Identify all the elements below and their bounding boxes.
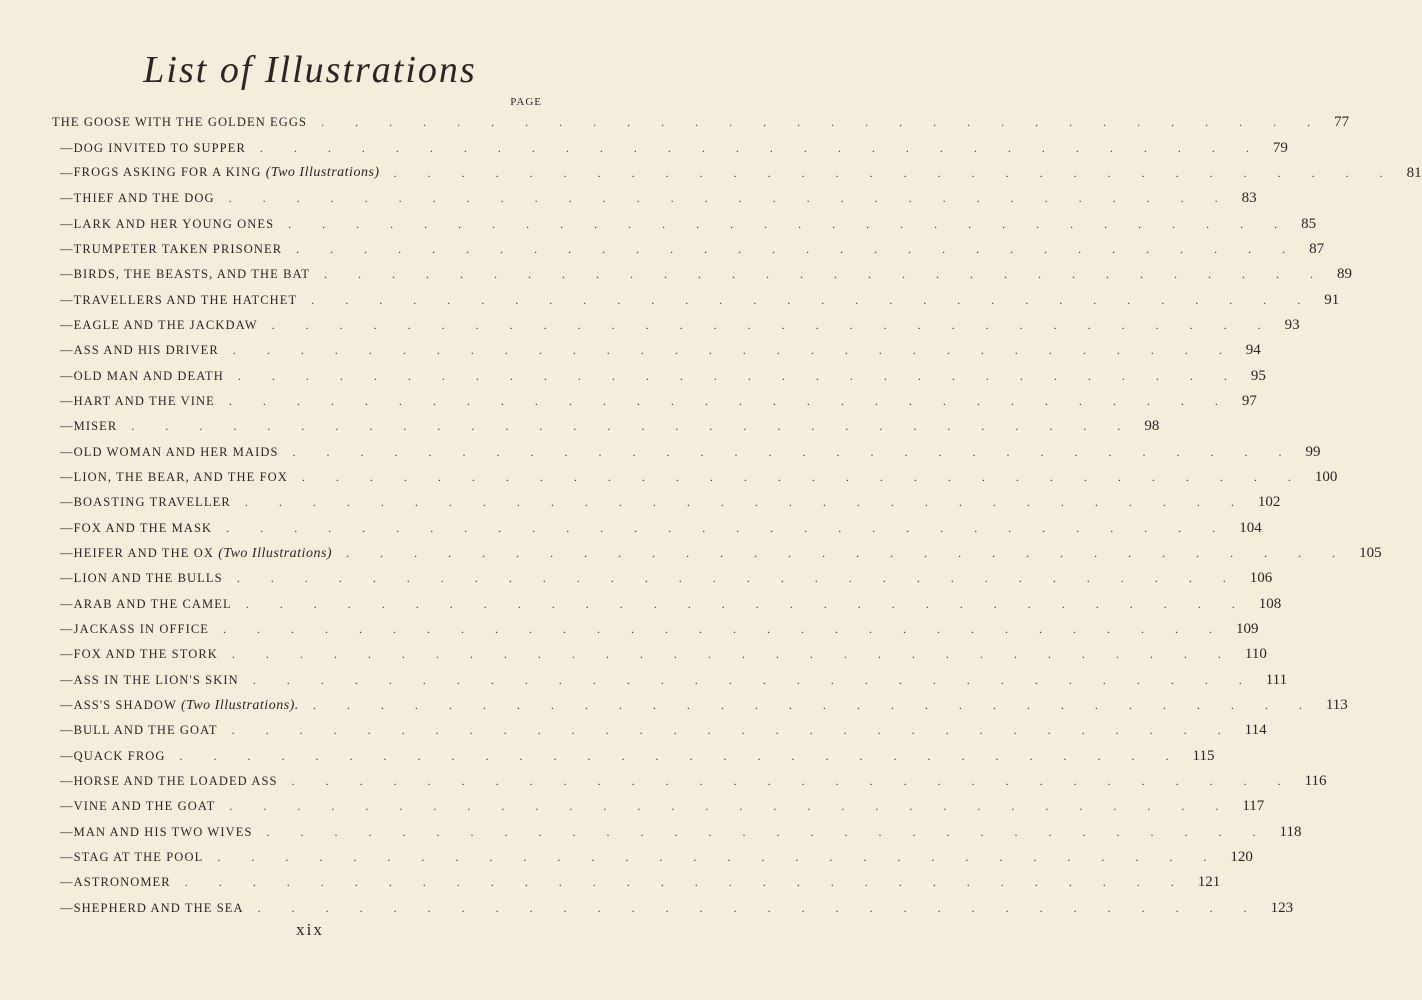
dot-leader: . . . . . . . . . . . . . . . . . . . . . . . . . . . . . . xyxy=(257,900,1261,915)
page-number: 120 xyxy=(1230,849,1253,866)
page-number: 81 xyxy=(1406,164,1422,181)
list-item xyxy=(52,718,1267,743)
dot-leader: . . . . . . . . . . . . . . . . . . . . . . . . . . . . . . xyxy=(291,774,1295,789)
illustration-title: JACKASS IN OFFICE xyxy=(73,622,210,637)
list-item xyxy=(52,870,1221,895)
dot-leader: . . . . . . . . . . . . . . . . . . . . . . . . . . . . . . xyxy=(245,596,1249,611)
list-item xyxy=(52,617,1259,642)
illustration-title: THIEF AND THE DOG xyxy=(73,191,215,206)
page-number: 94 xyxy=(1245,342,1261,359)
ditto-dash: — xyxy=(60,748,74,763)
ditto-dash: — xyxy=(60,875,74,890)
list-item xyxy=(52,338,1261,363)
list-item xyxy=(52,287,1340,312)
list-item xyxy=(52,363,1266,388)
illustration-title: ASTRONOMER xyxy=(73,875,171,890)
ditto-dash: — xyxy=(60,672,74,687)
list-item xyxy=(52,566,1273,591)
illustration-note: (Two Illustrations) xyxy=(265,165,380,181)
list-item xyxy=(52,541,1382,566)
ditto-dash: — xyxy=(60,267,74,282)
dot-leader: . . . . . . . . . . . . . . . . . . . . . . . . . . . . . . xyxy=(271,317,1275,332)
illustration-title: OLD MAN AND DEATH xyxy=(73,368,224,383)
illustration-title: LION AND THE BULLS xyxy=(73,571,223,586)
ditto-dash: — xyxy=(60,469,74,484)
list-item xyxy=(52,465,1338,490)
ditto-dash: — xyxy=(60,368,74,383)
folio-number: xix xyxy=(296,920,324,939)
ditto-dash: — xyxy=(60,191,74,206)
ditto-dash: — xyxy=(60,292,74,307)
dot-leader: . . . . . . . . . . . . . . . . . . . . . . . . . . . . . . xyxy=(312,698,1316,713)
list-item xyxy=(52,642,1267,667)
list-item xyxy=(52,439,1321,464)
illustration-title: TRUMPETER TAKEN PRISONER xyxy=(73,241,283,256)
dot-leader: . . . . . . . . . . . . . . . . . . . . . . . . . . . . . . xyxy=(321,115,1325,130)
page-number: 105 xyxy=(1359,545,1382,562)
illustration-title: VINE AND THE GOAT xyxy=(73,799,216,814)
dot-leader: . . . . . . . . . . . . . . . . . . . . . . . . . . . . . . xyxy=(252,672,1256,687)
dot-leader: . . . . . . . . . . . . . . . . . . . . . . . . . . . . . . xyxy=(226,520,1230,535)
illustration-note: (Two Illustrations). xyxy=(180,697,299,713)
dot-leader: . . . . . . . . . . . . . . . . . . . . . . . . . . . . . . xyxy=(346,546,1350,561)
ditto-dash: — xyxy=(60,850,74,865)
list-item xyxy=(52,211,1317,236)
illustration-title: ASS IN THE LION'S SKIN xyxy=(73,672,239,687)
illustration-title: BIRDS, THE BEASTS, AND THE BAT xyxy=(73,267,310,282)
page-number: 109 xyxy=(1236,621,1259,638)
illustration-title: THE GOOSE WITH THE GOLDEN EGGS xyxy=(52,115,308,130)
page-number: 106 xyxy=(1249,570,1273,587)
page-number: 115 xyxy=(1192,747,1215,764)
dot-leader: . . . . . . . . . . . . . . . . . . . . . . . . . . . . . . xyxy=(179,748,1183,763)
illustration-title: BOASTING TRAVELLER xyxy=(73,495,231,510)
illustration-title: HORSE AND THE LOADED ASS xyxy=(73,774,278,789)
page-title: List of Illustrations xyxy=(143,49,477,91)
illustration-title: TRAVELLERS AND THE HATCHET xyxy=(73,292,298,307)
ditto-dash: — xyxy=(60,900,74,915)
list-item xyxy=(52,769,1327,794)
ditto-dash: — xyxy=(60,571,74,586)
ditto-dash: — xyxy=(60,520,74,535)
page-number: 116 xyxy=(1304,773,1327,790)
ditto-dash: — xyxy=(60,444,74,459)
list-item xyxy=(52,794,1265,819)
list-item xyxy=(52,389,1257,414)
dot-leader: . . . . . . . . . . . . . . . . . . . . . . . . . . . . . . xyxy=(301,469,1305,484)
ditto-dash: — xyxy=(60,546,74,561)
dot-leader: . . . . . . . . . . . . . . . . . . . . . . . . . . . . . . xyxy=(184,875,1188,890)
page-number: 117 xyxy=(1242,798,1265,815)
dot-leader: . . . . . . . . . . . . . . . . . . . . . . . . . . . . . . xyxy=(217,850,1221,865)
list-item xyxy=(52,414,1160,439)
dot-leader: . . . . . . . . . . . . . . . . . . . . . . . . . . . . . . xyxy=(229,799,1233,814)
list-item xyxy=(52,820,1302,845)
ditto-dash: — xyxy=(60,774,74,789)
illustration-title: FROGS ASKING FOR A KING (Two Illustrations) xyxy=(73,165,380,181)
ditto-dash: — xyxy=(60,799,74,814)
dot-leader: . . . . . . . . . . . . . . . . . . . . . . . . . . . . . . xyxy=(244,495,1248,510)
ditto-dash: — xyxy=(60,343,74,358)
page-number: 114 xyxy=(1244,722,1267,739)
list-item xyxy=(52,668,1288,693)
page-number: 95 xyxy=(1250,367,1266,384)
page-number: 83 xyxy=(1241,190,1257,207)
page-number: 113 xyxy=(1325,697,1348,714)
list-item xyxy=(52,161,1422,186)
dot-leader: . . . . . . . . . . . . . . . . . . . . . . . . . . . . . . xyxy=(288,216,1292,231)
illustration-note: (Two Illustrations) xyxy=(218,545,333,561)
page-number: 123 xyxy=(1270,899,1294,916)
illustration-title: HEIFER AND THE OX (Two Illustrations) xyxy=(73,545,333,561)
ditto-dash: — xyxy=(60,622,74,637)
list-item xyxy=(52,262,1352,287)
page-number: 102 xyxy=(1257,494,1281,511)
illustration-title: FOX AND THE STORK xyxy=(73,647,218,662)
list-item xyxy=(52,490,1281,515)
illustration-title: ASS AND HIS DRIVER xyxy=(73,343,219,358)
ditto-dash: — xyxy=(60,723,74,738)
dot-leader: . . . . . . . . . . . . . . . . . . . . . . . . . . . . . . xyxy=(223,622,1227,637)
ditto-dash: — xyxy=(60,596,74,611)
dot-leader: . . . . . . . . . . . . . . . . . . . . . . . . . . . . . . xyxy=(296,241,1300,256)
ditto-dash: — xyxy=(60,393,74,408)
illustration-title: LARK AND HER YOUNG ONES xyxy=(73,216,275,231)
list-item xyxy=(52,110,1350,135)
illustration-title: MISER xyxy=(73,419,118,434)
illustration-title: LION, THE BEAR, AND THE FOX xyxy=(73,469,288,484)
illustration-title: ASS'S SHADOW (Two Illustrations). xyxy=(73,697,299,713)
page-number: 108 xyxy=(1258,595,1282,612)
list-item xyxy=(52,186,1257,211)
dot-leader: . . . . . . . . . . . . . . . . . . . . . . . . . . . . . . xyxy=(237,368,1241,383)
illustration-title: DOG INVITED TO SUPPER xyxy=(73,140,246,155)
page-number: 98 xyxy=(1144,418,1160,435)
dot-leader: . . . . . . . . . . . . . . . . . . . . . . . . . . . . . . xyxy=(232,343,1236,358)
list-item xyxy=(52,744,1215,769)
page-number: 111 xyxy=(1265,671,1288,688)
page-number: 97 xyxy=(1241,392,1257,409)
dot-leader: . . . . . . . . . . . . . . . . . . . . . . . . . . . . . . xyxy=(259,140,1263,155)
list-item xyxy=(52,592,1282,617)
dot-leader: . . . . . . . . . . . . . . . . . . . . . . . . . . . . . . xyxy=(292,444,1296,459)
dot-leader: . . . . . . . . . . . . . . . . . . . . . . . . . . . . . . xyxy=(324,267,1327,282)
ditto-dash: — xyxy=(60,241,74,256)
dot-leader: . . . . . . . . . . . . . . . . . . . . . . . . . . . . . . xyxy=(311,292,1315,307)
illustration-title: ARAB AND THE CAMEL xyxy=(73,596,232,611)
dot-leader: . . . . . . . . . . . . . . . . . . . . . . . . . . . . . . xyxy=(231,723,1235,738)
page-number: 79 xyxy=(1272,139,1288,156)
illustration-title: MAN AND HIS TWO WIVES xyxy=(73,824,253,839)
ditto-dash: — xyxy=(60,165,74,180)
page-number: 121 xyxy=(1197,874,1221,891)
illustration-title: SHEPHERD AND THE SEA xyxy=(73,900,244,915)
illustration-list xyxy=(52,110,1422,921)
dot-leader: . . . . . . . . . . . . . . . . . . . . . . . . . . . . . . xyxy=(231,647,1235,662)
list-item xyxy=(52,896,1294,921)
illustration-title: STAG AT THE POOL xyxy=(73,850,204,865)
ditto-dash: — xyxy=(60,495,74,510)
page-number: 110 xyxy=(1244,646,1267,663)
list-item xyxy=(52,516,1262,541)
illustration-title: BULL AND THE GOAT xyxy=(73,723,218,738)
page-column-header: PAGE xyxy=(510,96,542,108)
page-number: 85 xyxy=(1301,215,1317,232)
illustration-title: FOX AND THE MASK xyxy=(73,520,213,535)
dot-leader: . . . . . . . . . . . . . . . . . . . . . . . . . . . . . . xyxy=(228,393,1232,408)
illustration-title: QUACK FROG xyxy=(73,748,166,763)
dot-leader: . . . . . . . . . . . . . . . . . . . . . . . . . . . . . . xyxy=(131,419,1135,434)
page-number: 77 xyxy=(1334,114,1350,131)
list-item xyxy=(52,237,1325,262)
illustration-title: OLD WOMAN AND HER MAIDS xyxy=(73,444,279,459)
page-number: 93 xyxy=(1284,316,1300,333)
ditto-dash: — xyxy=(60,317,74,332)
ditto-dash: — xyxy=(60,698,74,713)
page-number: 99 xyxy=(1305,443,1321,460)
page-number: 118 xyxy=(1279,823,1302,840)
dot-leader: . . . . . . . . . . . . . . . . . . . . . . . . . . . . . . xyxy=(393,165,1397,180)
page-number: 104 xyxy=(1239,519,1262,536)
page-number: 91 xyxy=(1324,291,1340,308)
list-item xyxy=(52,693,1348,718)
list-item xyxy=(52,135,1288,160)
page-number: 100 xyxy=(1314,468,1338,485)
page-number: 87 xyxy=(1309,240,1325,257)
illustration-title: HART AND THE VINE xyxy=(73,393,215,408)
ditto-dash: — xyxy=(60,824,74,839)
ditto-dash: — xyxy=(60,647,74,662)
ditto-dash: — xyxy=(60,419,74,434)
list-item xyxy=(52,845,1253,870)
page-number: 89 xyxy=(1337,266,1352,283)
illustration-title: EAGLE AND THE JACKDAW xyxy=(73,317,258,332)
list-item xyxy=(52,313,1300,338)
dot-leader: . . . . . . . . . . . . . . . . . . . . . . . . . . . . . . xyxy=(236,571,1240,586)
ditto-dash: — xyxy=(60,216,74,231)
ditto-dash: — xyxy=(60,140,74,155)
dot-leader: . . . . . . . . . . . . . . . . . . . . . . . . . . . . . . xyxy=(228,191,1232,206)
dot-leader: . . . . . . . . . . . . . . . . . . . . . . . . . . . . . . xyxy=(266,824,1270,839)
